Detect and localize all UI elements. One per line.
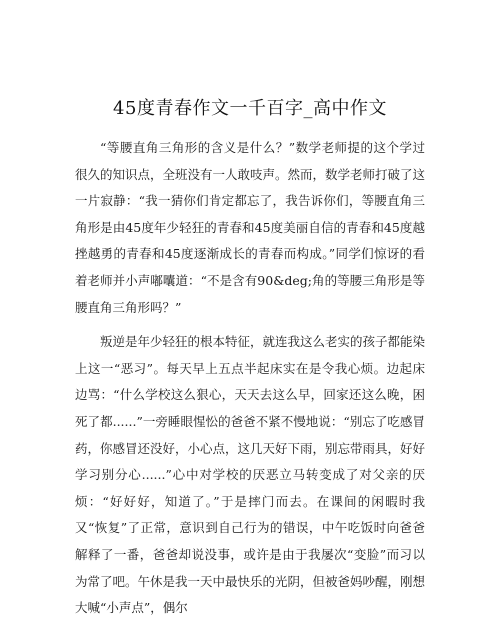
document-body <box>75 135 425 622</box>
paragraph-1: “等腰直角三角形的含义是什么？”数学老师提的这个学过很久的知识点，全班没有一人敢吱声。然而，数学老师打破了这一片寂静：“我一猜你们肯定都忘了，我告诉你们，等腰直角三角形是由45度年少轻狂的青春和45度美丽自信的青春和45度越挫越勇的青春和45度逐渐成长的青春而构成。”同学们惊讶的看着老师并小声嘟囔道：“不是含有90&deg;角的等腰三角形是等腰直角三角形吗？” <box>75 140 426 315</box>
document-title: 45度青春作文一千百字_高中作文 <box>113 98 387 119</box>
paragraph-2: 叛逆是年少轻狂的根本特征，就连我这么老实的孩子都能染上这一“恶习”。每天早上五点半起床实在是令我心烦。边起床边骂：“什么学校这么狠心，天天去这么早，回家还这么晚，困死了都......”一旁睡眼惺忪的爸爸不紧不慢地说：“别忘了吃感冒药，你感冒还没好，小心点，这几天好下雨，别忘带雨具，好好学习别分心......”心中对学校的厌恶立马转变成了对父亲的厌烦：“好好好，知道了。”于是摔门而去。在课间的闲暇时我又“恢复”了正常，意识到自己行为的错误，中午吃饭时向爸爸解释了一番，爸爸却说没事，或许是由于我屡次“变脸”而习以为常了吧。午休是我一天中最快乐的光阴，但被爸妈吵醒，刚想大喊“小声点”，偶尔 <box>75 334 426 616</box>
